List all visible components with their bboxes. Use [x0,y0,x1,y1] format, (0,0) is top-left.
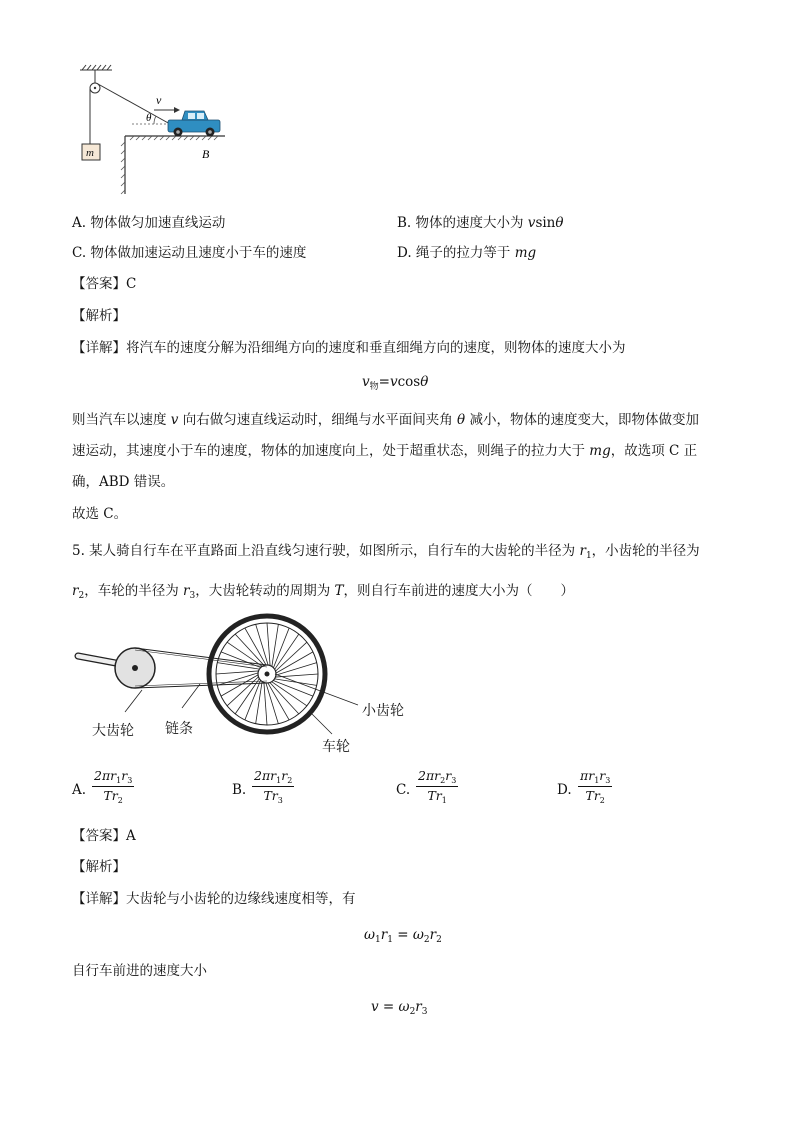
wheel-spoke [256,682,262,724]
conclusion-line: 故选 C。 [72,506,128,522]
wheel-spoke [216,671,259,674]
wheel-spoke [266,683,278,724]
option-c: C. 物体做加速运动且速度小于车的速度 [72,245,307,261]
theta-label: θ [146,112,152,124]
q5-stem-line-1: 5. 某人骑自行车在平直路面上沿直线匀速行驶，如图所示，自行车的大齿轮的半径为 $r_1$，小齿轮的半径为 [72,543,700,561]
wheel-spoke [256,624,268,665]
mass-label: m [86,147,94,159]
q5-stem-line-2: $r_2$，车轮的半径为 $r_3$，大齿轮转动的周期为 T，则自行车前进的速度大小为（ ） [72,583,575,601]
wheel-spoke [272,624,278,666]
wheel-spoke [268,683,289,720]
q5-option-a-fraction: $\frac{2\pi r_1r_3}{Tr_2}$ [94,768,133,805]
ceiling [80,65,112,70]
detail-line-4: 确，ABD 错误。 [72,474,175,490]
answer-line: 【答案】C [72,276,137,292]
wheel-spoke [245,628,266,665]
pulley-truck-figure [70,62,240,200]
wheel-spoke [264,682,267,725]
ground-hatch [121,136,218,194]
q5-option-a-label: A. [72,782,87,798]
option-a: A. 物体做匀加速直线运动 [72,215,226,231]
formula-v-object: $v_物=vcos\theta$ [362,374,429,392]
wheel [209,616,325,732]
wheel-label: 车轮 [322,739,350,755]
wheel-spoke [276,663,317,675]
detail-line-1: 【详解】将汽车的速度分解为沿细绳方向的速度和垂直细绳方向的速度，则物体的速度大小为 [72,340,626,356]
big-gear-label: 大齿轮 [92,723,134,739]
q5-option-c-fraction: $\frac{2\pi r_2r_3}{Tr_1}$ [418,768,457,805]
small-gear-label: 小齿轮 [362,703,404,719]
wheel-spoke [275,634,299,669]
q5-option-b-fraction: $\frac{2\pi r_1r_2}{Tr_3}$ [254,768,293,805]
q5-option-d-label: D. [557,782,572,798]
wheel-spoke [273,628,289,668]
wheel-spoke [276,652,313,673]
velocity-label: v [156,93,162,107]
chain-label: 链条 [165,721,193,737]
q5-option-d-fraction: $\frac{\pi r_1r_3}{Tr_2}$ [580,768,611,805]
wheel-spoke [272,682,307,706]
wheel-spoke [273,680,313,696]
q5-formula-omega: $\omega_1r_1 = \omega_2r_2$ [364,927,442,945]
option-d: D. 绳子的拉力等于 mg [397,245,537,261]
q5-option-b-label: B. [232,782,247,798]
q5-speed-line: 自行车前进的速度大小 [72,963,207,979]
q5-answer-line: 【答案】A [72,828,136,844]
wheel-spoke [267,623,270,666]
q5-analysis-tag: 【解析】 [72,859,126,875]
option-b: B. 物体的速度大小为 vsinθ [397,215,564,231]
wheel-spoke [221,675,258,696]
wheel-spoke [245,680,261,720]
truck [168,111,220,137]
analysis-tag: 【解析】 [72,308,126,324]
detail-line-2: 则当汽车以速度 v 向右做匀速直线运动时，细绳与水平面间夹角 θ 减小，物体的速度变大，即物体做变加 [72,412,699,428]
q5-formula-v: $v = \omega_2r_3$ [371,999,428,1017]
q5-detail-line-1: 【详解】大齿轮与小齿轮的边缘线速度相等，有 [72,891,356,907]
point-b-label: B [202,147,210,161]
q5-option-c-label: C. [396,782,411,798]
detail-line-3: 速运动，其速度小于车的速度，物体的加速度向上，处于超重状态，则绳子的拉力大于 mg，故选项 C 正 [72,443,698,459]
